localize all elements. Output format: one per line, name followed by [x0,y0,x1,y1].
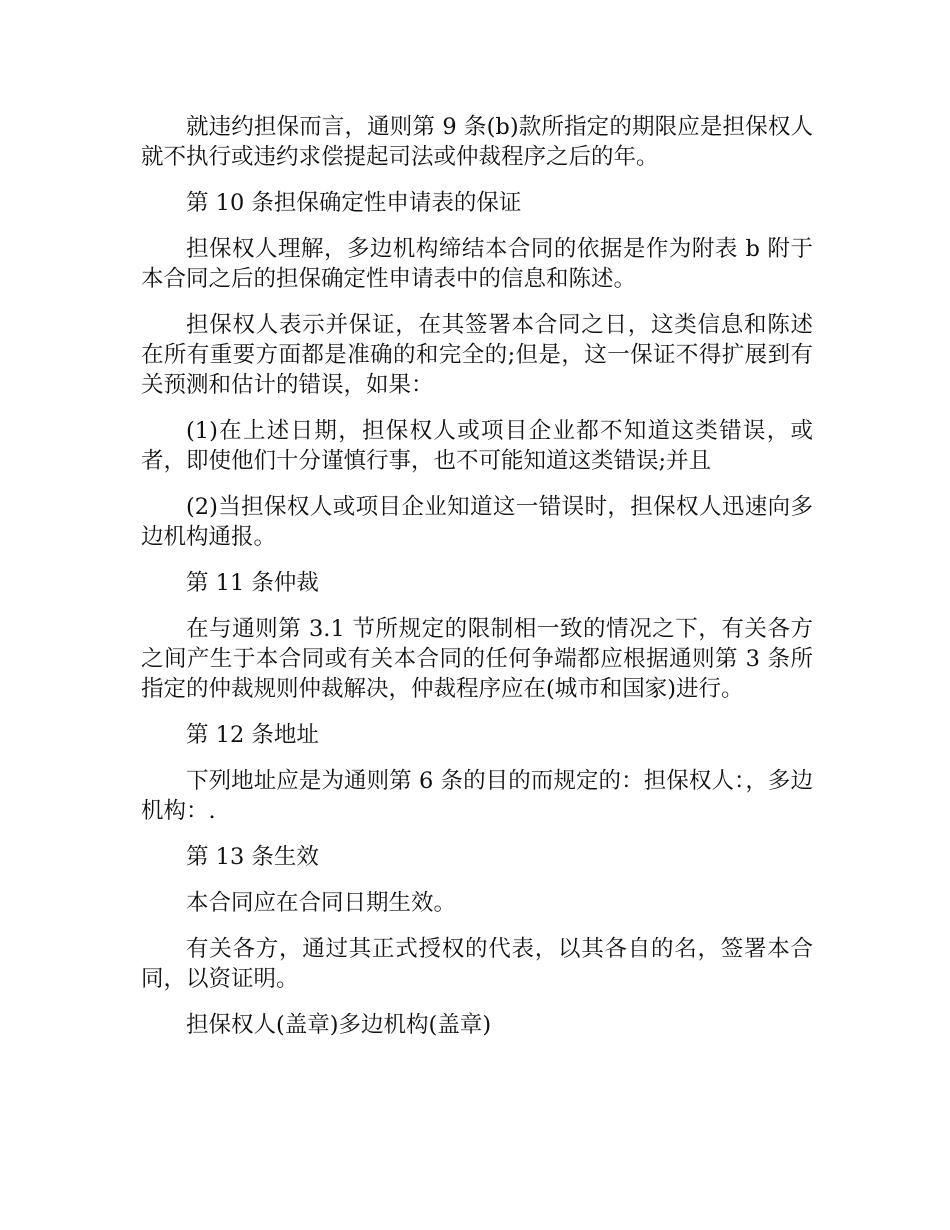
paragraph-basis-of-contract: 担保权人理解，多边机构缔结本合同的依据是作为附表 b 附于本合同之后的担保确定性申请表中的信息和陈述。 [141,236,813,292]
heading-article-13: 第 13 条生效 [186,844,319,870]
paragraph-condition-1: (1)在上述日期，担保权人或项目企业都不知道这类错误，或者，即使他们十分谨慎行事，也不可能知道这类错误;并且 [141,418,813,474]
heading-article-10: 第 10 条担保确定性申请表的保证 [186,190,522,216]
paragraph-effectiveness: 本合同应在合同日期生效。 [186,890,457,916]
paragraph-witness-clause: 有关各方，通过其正式授权的代表，以其各自的名，签署本合同，以资证明。 [141,936,813,992]
signature-line: 担保权人(盖章)多边机构(盖章) [186,1012,492,1038]
heading-article-12: 第 12 条地址 [186,722,319,748]
paragraph-addresses: 下列地址应是为通则第 6 条的目的而规定的：担保权人：，多边机构：. [141,768,813,824]
paragraph-condition-2: (2)当担保权人或项目企业知道这一错误时，担保权人迅速向多边机构通报。 [141,494,813,550]
heading-article-11: 第 11 条仲裁 [186,570,319,596]
paragraph-default-term: 就违约担保而言，通则第 9 条(b)款所指定的期限应是担保权人就不执行或违约求偿提起司法或仲裁程序之后的年。 [141,114,813,170]
paragraph-representation-warranty: 担保权人表示并保证，在其签署本合同之日，这类信息和陈述在所有重要方面都是准确的和完全的;但是，这一保证不得扩展到有关预测和估计的错误，如果： [141,312,813,398]
document-body [141,112,813,1056]
paragraph-arbitration: 在与通则第 3.1 节所规定的限制相一致的情况之下，有关各方之间产生于本合同或有关本合同的任何争端都应根据通则第 3 条所指定的仲裁规则仲裁解决，仲裁程序应在(城市和国家)进行。 [141,616,813,702]
